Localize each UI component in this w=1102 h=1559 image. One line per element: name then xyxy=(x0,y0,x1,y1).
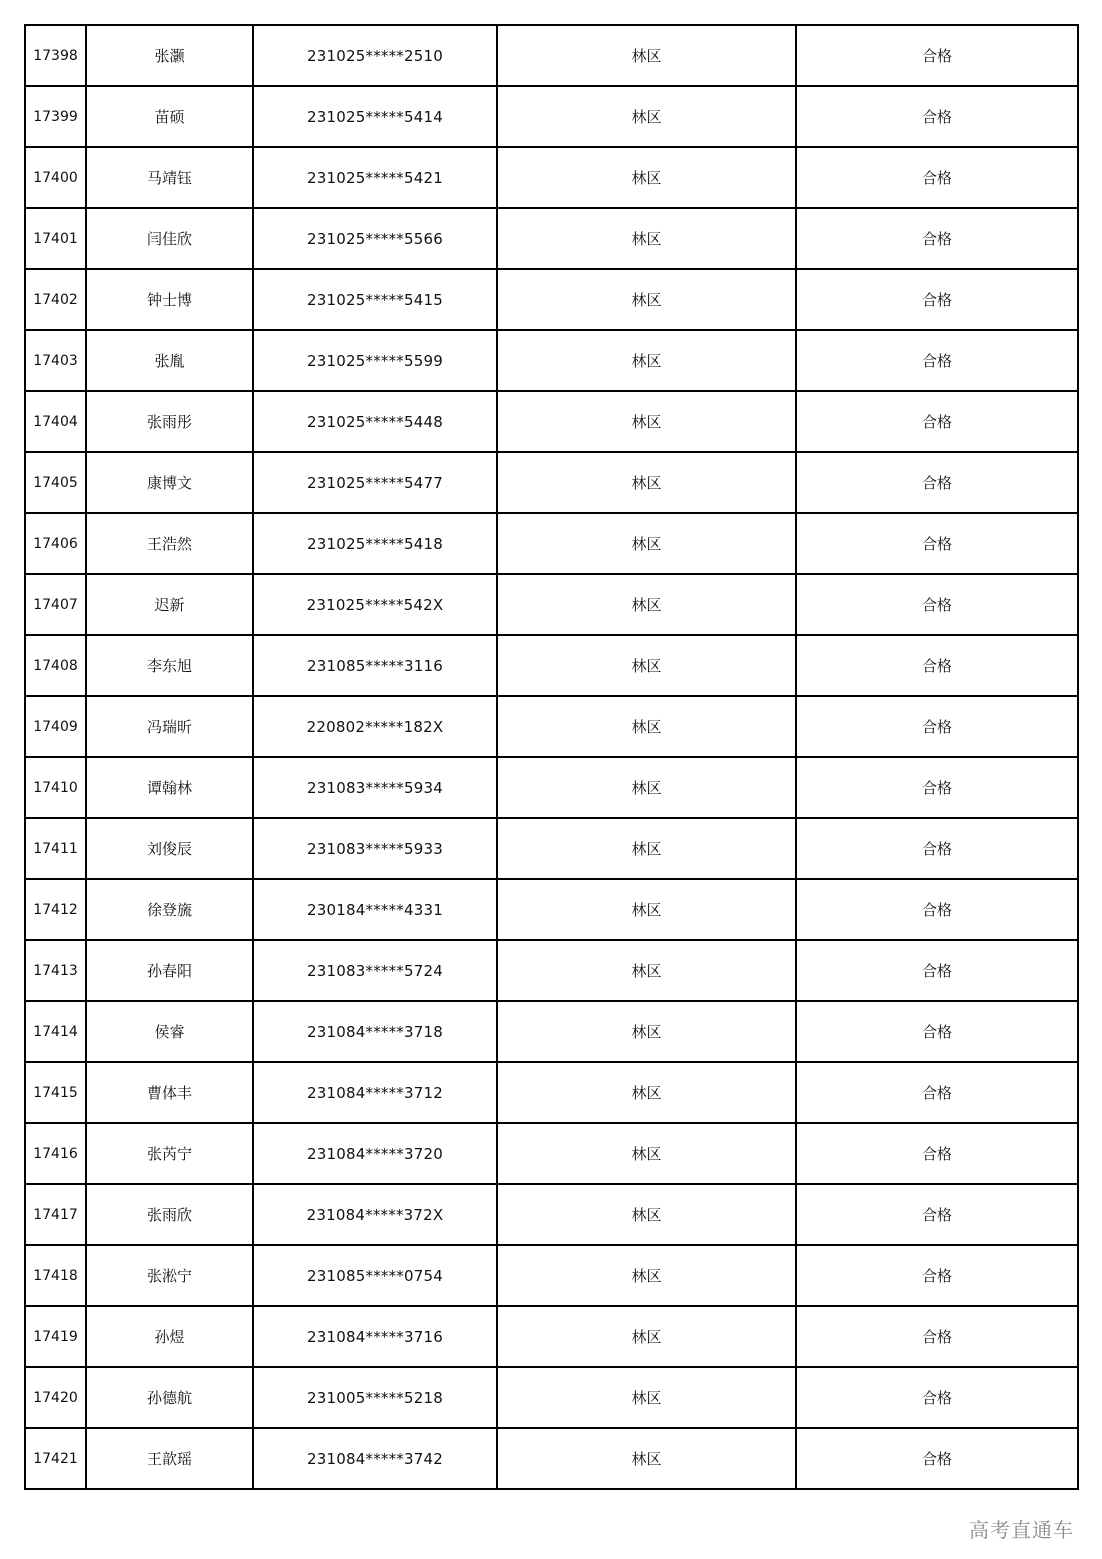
cell-name: 李东旭 xyxy=(86,635,253,696)
cell-number: 17401 xyxy=(25,208,86,269)
results-table xyxy=(24,24,1079,1490)
cell-area: 林区 xyxy=(497,818,796,879)
cell-area: 林区 xyxy=(497,1306,796,1367)
cell-name: 孙德航 xyxy=(86,1367,253,1428)
cell-id-number: 231084*****3716 xyxy=(253,1306,497,1367)
cell-number: 17421 xyxy=(25,1428,86,1489)
cell-id-number: 231025*****5418 xyxy=(253,513,497,574)
cell-id-number: 230184*****4331 xyxy=(253,879,497,940)
cell-number: 17411 xyxy=(25,818,86,879)
cell-area: 林区 xyxy=(497,1123,796,1184)
cell-result: 合格 xyxy=(796,757,1078,818)
cell-area: 林区 xyxy=(497,1367,796,1428)
cell-result: 合格 xyxy=(796,1306,1078,1367)
cell-area: 林区 xyxy=(497,86,796,147)
cell-name: 迟新 xyxy=(86,574,253,635)
cell-name: 冯瑞昕 xyxy=(86,696,253,757)
cell-area: 林区 xyxy=(497,1184,796,1245)
cell-result: 合格 xyxy=(796,330,1078,391)
cell-number: 17409 xyxy=(25,696,86,757)
table-row xyxy=(25,1245,1078,1306)
cell-area: 林区 xyxy=(497,391,796,452)
table-row xyxy=(25,574,1078,635)
cell-number: 17415 xyxy=(25,1062,86,1123)
cell-number: 17418 xyxy=(25,1245,86,1306)
cell-result: 合格 xyxy=(796,696,1078,757)
cell-number: 17419 xyxy=(25,1306,86,1367)
cell-name: 张胤 xyxy=(86,330,253,391)
cell-id-number: 231084*****3712 xyxy=(253,1062,497,1123)
cell-id-number: 231084*****3720 xyxy=(253,1123,497,1184)
cell-result: 合格 xyxy=(796,147,1078,208)
table-row xyxy=(25,1123,1078,1184)
table-row xyxy=(25,879,1078,940)
cell-area: 林区 xyxy=(497,1428,796,1489)
cell-name: 闫佳欣 xyxy=(86,208,253,269)
cell-id-number: 231025*****5599 xyxy=(253,330,497,391)
cell-area: 林区 xyxy=(497,452,796,513)
cell-id-number: 231025*****5421 xyxy=(253,147,497,208)
table-row xyxy=(25,757,1078,818)
watermark-text: 高考直通车 xyxy=(969,1518,1074,1542)
cell-number: 17404 xyxy=(25,391,86,452)
cell-result: 合格 xyxy=(796,574,1078,635)
cell-id-number: 231025*****5477 xyxy=(253,452,497,513)
cell-number: 17407 xyxy=(25,574,86,635)
cell-result: 合格 xyxy=(796,25,1078,86)
cell-area: 林区 xyxy=(497,25,796,86)
cell-name: 张淞宁 xyxy=(86,1245,253,1306)
cell-area: 林区 xyxy=(497,940,796,1001)
table-row xyxy=(25,635,1078,696)
cell-name: 孙春阳 xyxy=(86,940,253,1001)
table-row xyxy=(25,452,1078,513)
cell-id-number: 231025*****5448 xyxy=(253,391,497,452)
cell-name: 曹体丰 xyxy=(86,1062,253,1123)
cell-result: 合格 xyxy=(796,1001,1078,1062)
cell-name: 苗硕 xyxy=(86,86,253,147)
cell-result: 合格 xyxy=(796,513,1078,574)
cell-result: 合格 xyxy=(796,879,1078,940)
cell-result: 合格 xyxy=(796,1184,1078,1245)
cell-name: 徐登旒 xyxy=(86,879,253,940)
cell-id-number: 231025*****2510 xyxy=(253,25,497,86)
cell-name: 钟士博 xyxy=(86,269,253,330)
cell-number: 17406 xyxy=(25,513,86,574)
cell-name: 王歆瑶 xyxy=(86,1428,253,1489)
cell-name: 孙煜 xyxy=(86,1306,253,1367)
cell-area: 林区 xyxy=(497,1001,796,1062)
cell-result: 合格 xyxy=(796,208,1078,269)
results-table-body xyxy=(25,25,1078,1489)
cell-name: 谭翰林 xyxy=(86,757,253,818)
cell-number: 17402 xyxy=(25,269,86,330)
table-row xyxy=(25,330,1078,391)
cell-result: 合格 xyxy=(796,1062,1078,1123)
cell-id-number: 231025*****5566 xyxy=(253,208,497,269)
cell-result: 合格 xyxy=(796,1428,1078,1489)
cell-area: 林区 xyxy=(497,635,796,696)
cell-result: 合格 xyxy=(796,391,1078,452)
cell-id-number: 231083*****5933 xyxy=(253,818,497,879)
cell-name: 侯睿 xyxy=(86,1001,253,1062)
cell-area: 林区 xyxy=(497,208,796,269)
cell-id-number: 231085*****3116 xyxy=(253,635,497,696)
cell-result: 合格 xyxy=(796,1367,1078,1428)
cell-result: 合格 xyxy=(796,452,1078,513)
cell-name: 张灏 xyxy=(86,25,253,86)
cell-number: 17420 xyxy=(25,1367,86,1428)
cell-number: 17403 xyxy=(25,330,86,391)
cell-number: 17405 xyxy=(25,452,86,513)
cell-number: 17399 xyxy=(25,86,86,147)
cell-id-number: 220802*****182X xyxy=(253,696,497,757)
cell-result: 合格 xyxy=(796,1123,1078,1184)
cell-area: 林区 xyxy=(497,147,796,208)
cell-result: 合格 xyxy=(796,818,1078,879)
cell-result: 合格 xyxy=(796,1245,1078,1306)
table-row xyxy=(25,86,1078,147)
cell-number: 17398 xyxy=(25,25,86,86)
cell-number: 17400 xyxy=(25,147,86,208)
cell-id-number: 231025*****5415 xyxy=(253,269,497,330)
table-row xyxy=(25,1428,1078,1489)
table-row xyxy=(25,940,1078,1001)
table-row xyxy=(25,391,1078,452)
cell-number: 17413 xyxy=(25,940,86,1001)
cell-area: 林区 xyxy=(497,574,796,635)
table-row xyxy=(25,1062,1078,1123)
table-row xyxy=(25,269,1078,330)
table-row xyxy=(25,147,1078,208)
cell-number: 17416 xyxy=(25,1123,86,1184)
table-row xyxy=(25,696,1078,757)
table-row xyxy=(25,1001,1078,1062)
cell-name: 王浩然 xyxy=(86,513,253,574)
cell-result: 合格 xyxy=(796,269,1078,330)
cell-id-number: 231083*****5934 xyxy=(253,757,497,818)
cell-id-number: 231025*****542X xyxy=(253,574,497,635)
cell-name: 张芮宁 xyxy=(86,1123,253,1184)
cell-number: 17408 xyxy=(25,635,86,696)
cell-area: 林区 xyxy=(497,1062,796,1123)
cell-area: 林区 xyxy=(497,269,796,330)
table-row xyxy=(25,818,1078,879)
cell-id-number: 231085*****0754 xyxy=(253,1245,497,1306)
table-row xyxy=(25,1184,1078,1245)
cell-name: 康博文 xyxy=(86,452,253,513)
cell-area: 林区 xyxy=(497,696,796,757)
table-row xyxy=(25,1306,1078,1367)
cell-name: 张雨欣 xyxy=(86,1184,253,1245)
cell-id-number: 231084*****3718 xyxy=(253,1001,497,1062)
cell-name: 张雨彤 xyxy=(86,391,253,452)
cell-result: 合格 xyxy=(796,635,1078,696)
cell-name: 刘俊辰 xyxy=(86,818,253,879)
table-row xyxy=(25,25,1078,86)
cell-number: 17410 xyxy=(25,757,86,818)
table-row xyxy=(25,1367,1078,1428)
cell-result: 合格 xyxy=(796,86,1078,147)
cell-id-number: 231005*****5218 xyxy=(253,1367,497,1428)
table-row xyxy=(25,513,1078,574)
cell-number: 17412 xyxy=(25,879,86,940)
cell-area: 林区 xyxy=(497,1245,796,1306)
cell-id-number: 231084*****372X xyxy=(253,1184,497,1245)
cell-area: 林区 xyxy=(497,879,796,940)
cell-area: 林区 xyxy=(497,513,796,574)
table-row xyxy=(25,208,1078,269)
cell-area: 林区 xyxy=(497,757,796,818)
cell-result: 合格 xyxy=(796,940,1078,1001)
cell-id-number: 231083*****5724 xyxy=(253,940,497,1001)
cell-area: 林区 xyxy=(497,330,796,391)
cell-number: 17414 xyxy=(25,1001,86,1062)
cell-id-number: 231084*****3742 xyxy=(253,1428,497,1489)
cell-number: 17417 xyxy=(25,1184,86,1245)
cell-id-number: 231025*****5414 xyxy=(253,86,497,147)
cell-name: 马靖钰 xyxy=(86,147,253,208)
